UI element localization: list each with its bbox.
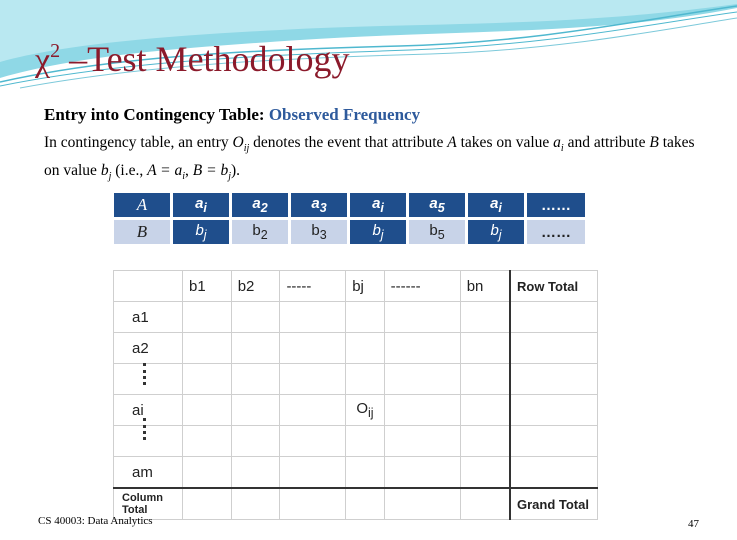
- page-number: 47: [688, 518, 699, 530]
- attr-cell: $b_3$: [291, 220, 347, 244]
- column-total-row: [114, 488, 598, 520]
- attr-cell: ……: [527, 220, 585, 244]
- attribute-values-table: [111, 190, 588, 247]
- attr-cell: $b_5$: [409, 220, 465, 244]
- table-row: [114, 426, 598, 457]
- table-row: [114, 302, 598, 333]
- attr-cell: B: [114, 220, 170, 244]
- slide-title: [35, 38, 350, 80]
- title-chi-symbol: χ: [35, 42, 51, 79]
- header-cell: b2: [231, 271, 280, 302]
- column-total-label: Column Total: [114, 488, 183, 520]
- attr-cell: $a_i$: [173, 193, 229, 217]
- description-paragraph: In contingency table, an entry $O_{ij}$ denotes the event that attribute A takes on value $a_i$ and attribute B takes on value $b_j$ (i.e., $A = a_i$, $B = b_j$).: [44, 134, 695, 183]
- attr-cell: $b_j$: [173, 220, 229, 244]
- attr-cell: $b_2$: [232, 220, 288, 244]
- row-total-header: Row Total: [510, 271, 598, 302]
- row-label: ai: [114, 395, 183, 426]
- attr-cell: A: [114, 193, 170, 217]
- row-label: [114, 364, 183, 395]
- title-superscript: 2: [50, 40, 61, 62]
- attr-cell: $a_2$: [232, 193, 288, 217]
- header-cell: bj: [346, 271, 384, 302]
- attr-cell: $b_j$: [468, 220, 524, 244]
- row-label: a2: [114, 333, 183, 364]
- header-cell: [114, 271, 183, 302]
- header-cell: bn: [460, 271, 510, 302]
- heading-bold: Entry into Contingency Table:: [44, 105, 265, 124]
- table-row: [114, 333, 598, 364]
- section-heading: [44, 105, 420, 125]
- vertical-ellipsis-2: [143, 418, 146, 440]
- title-text: –Test Methodology: [69, 39, 350, 79]
- row-label: am: [114, 457, 183, 489]
- observed-cell: $O_{ij}$: [346, 395, 384, 426]
- attr-cell: $a_i$: [468, 193, 524, 217]
- header-cell: b1: [183, 271, 232, 302]
- row-label: [114, 426, 183, 457]
- attr-cell: $a_5$: [409, 193, 465, 217]
- table-row: [114, 364, 598, 395]
- footer-course: CS 40003: Data Analytics: [38, 515, 153, 527]
- grand-total-cell: Grand Total: [510, 488, 598, 520]
- attr-cell: $b_j$: [350, 220, 406, 244]
- attr-cell: $a_i$: [350, 193, 406, 217]
- table-row: [114, 395, 598, 426]
- attribute-b-row: [114, 220, 585, 244]
- table-row: [114, 457, 598, 489]
- contingency-header-row: [114, 271, 598, 302]
- attribute-a-row: [114, 193, 585, 217]
- vertical-ellipsis-1: [143, 363, 146, 385]
- attr-cell: $a_3$: [291, 193, 347, 217]
- attr-cell: ……: [527, 193, 585, 217]
- heading-blue: Observed Frequency: [268, 105, 421, 124]
- row-label: a1: [114, 302, 183, 333]
- header-cell: ------: [384, 271, 460, 302]
- contingency-table: [113, 270, 598, 520]
- header-cell: -----: [280, 271, 346, 302]
